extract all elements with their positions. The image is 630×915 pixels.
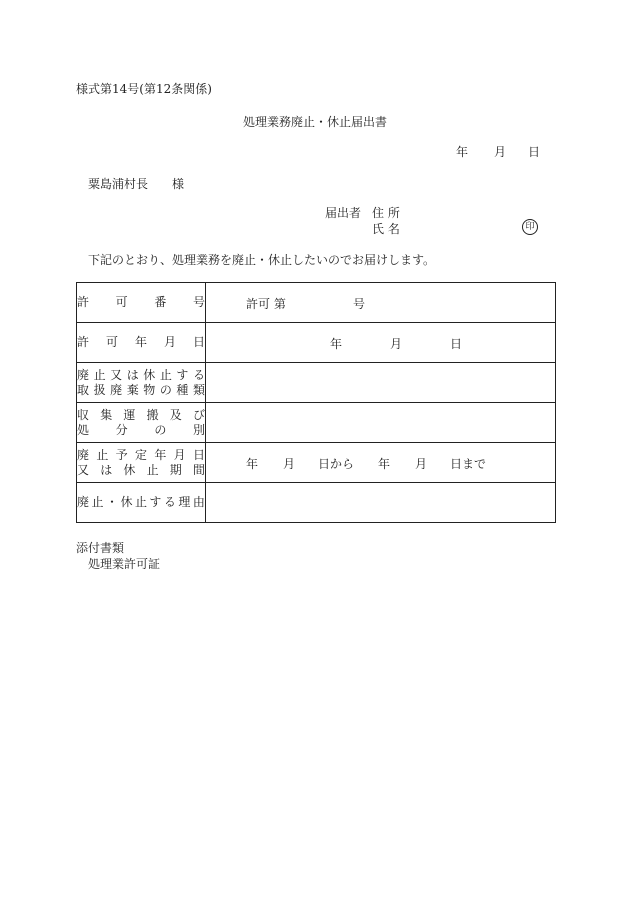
label-char: 廃 bbox=[77, 367, 90, 382]
attachment-item: 処理業許可証 bbox=[88, 557, 161, 571]
label-char: 廃 bbox=[77, 447, 90, 462]
attachments-title: 添付書類 bbox=[76, 541, 125, 555]
label-char: す bbox=[176, 367, 189, 382]
label-char: 廃 bbox=[110, 382, 123, 397]
label-char: 止 bbox=[134, 495, 147, 509]
period-value bbox=[206, 443, 556, 483]
reason-value bbox=[206, 483, 556, 523]
waste-type-label bbox=[77, 363, 206, 403]
label-char: び bbox=[192, 407, 205, 422]
honorific: 様 bbox=[172, 177, 185, 191]
permit-date-month: 月 bbox=[390, 337, 403, 351]
label-char: る bbox=[163, 495, 176, 509]
period-year-start: 年 bbox=[246, 457, 259, 471]
date-year: 年 bbox=[456, 145, 469, 159]
permit-date-day: 日 bbox=[450, 337, 463, 351]
label-char: 期 bbox=[169, 462, 182, 477]
label-char: 可 bbox=[115, 295, 128, 309]
label-char: 廃 bbox=[77, 495, 90, 509]
label-char: 分 bbox=[115, 422, 128, 437]
waste-type-value bbox=[206, 363, 556, 403]
permit-number-value bbox=[206, 283, 556, 323]
label-char: 収 bbox=[77, 407, 90, 422]
permit-number-label bbox=[77, 283, 206, 323]
label-char: 年 bbox=[134, 335, 147, 349]
label-char: 取 bbox=[77, 382, 90, 397]
label-char: 棄 bbox=[126, 382, 139, 397]
label-char: 休 bbox=[123, 462, 136, 477]
period-year-end: 年 bbox=[378, 457, 391, 471]
document-title: 処理業務廃止・休止届出書 bbox=[242, 115, 387, 129]
label-char: 番 bbox=[154, 295, 167, 309]
date-day: 日 bbox=[528, 145, 541, 159]
seal-mark: 印 bbox=[522, 219, 538, 235]
period-label bbox=[77, 443, 206, 483]
applicant-label: 届出者 bbox=[325, 206, 362, 220]
label-char: 由 bbox=[192, 495, 205, 509]
label-char: 扱 bbox=[93, 382, 106, 397]
label-char: 類 bbox=[192, 382, 205, 397]
label-char: 予 bbox=[115, 447, 128, 462]
label-char: は bbox=[126, 367, 139, 382]
label-char: る bbox=[192, 367, 205, 382]
permit-date-value bbox=[206, 323, 556, 363]
label-char: 許 bbox=[77, 335, 90, 349]
label-char: 又 bbox=[110, 367, 123, 382]
label-char: 間 bbox=[192, 462, 205, 477]
permit-number-prefix: 許可 第 bbox=[246, 297, 286, 311]
business-type-value bbox=[206, 403, 556, 443]
label-char: 月 bbox=[163, 335, 176, 349]
label-char: ・ bbox=[105, 495, 118, 509]
permit-date-year: 年 bbox=[330, 337, 343, 351]
label-char: 許 bbox=[77, 295, 90, 309]
label-char: 別 bbox=[192, 422, 205, 437]
permit-number-suffix: 号 bbox=[353, 297, 366, 311]
period-until: 日まで bbox=[450, 457, 487, 471]
label-char: 又 bbox=[77, 462, 90, 477]
addressee: 粟島浦村長 bbox=[88, 177, 149, 191]
period-from: 日から bbox=[318, 457, 355, 471]
label-char: 日 bbox=[192, 447, 205, 462]
label-char: 止 bbox=[146, 462, 159, 477]
label-char: 休 bbox=[143, 367, 156, 382]
label-char: 日 bbox=[192, 335, 205, 349]
label-char: 止 bbox=[96, 447, 109, 462]
table-row bbox=[77, 323, 556, 363]
table-row bbox=[77, 403, 556, 443]
label-char: 月 bbox=[173, 447, 186, 462]
label-char: 休 bbox=[120, 495, 133, 509]
label-char: 可 bbox=[105, 335, 118, 349]
label-char: 年 bbox=[154, 447, 167, 462]
label-char: 及 bbox=[169, 407, 182, 422]
label-char: す bbox=[149, 495, 162, 509]
label-char: 物 bbox=[143, 382, 156, 397]
table-row bbox=[77, 483, 556, 523]
address-label: 住 所 bbox=[372, 206, 400, 220]
statement: 下記のとおり、処理業務を廃止・休止したいのでお届けします。 bbox=[88, 253, 436, 267]
label-char: の bbox=[154, 422, 167, 437]
table-row bbox=[77, 363, 556, 403]
label-char: 理 bbox=[178, 495, 191, 509]
label-char: 集 bbox=[100, 407, 113, 422]
table-row bbox=[77, 443, 556, 483]
notification-form-table bbox=[76, 282, 556, 523]
label-char: 定 bbox=[134, 447, 147, 462]
label-char: 止 bbox=[91, 495, 104, 509]
reason-label bbox=[77, 483, 206, 523]
permit-date-label bbox=[77, 323, 206, 363]
label-char: の bbox=[159, 382, 172, 397]
label-char: 止 bbox=[93, 367, 106, 382]
label-char: 種 bbox=[176, 382, 189, 397]
name-label: 氏 名 bbox=[372, 222, 400, 236]
label-char: 処 bbox=[77, 422, 90, 437]
label-char: 搬 bbox=[146, 407, 159, 422]
label-char: は bbox=[100, 462, 113, 477]
table-row bbox=[77, 283, 556, 323]
form-number: 様式第14号(第12条関係) bbox=[76, 82, 212, 96]
label-char: 止 bbox=[159, 367, 172, 382]
label-char: 号 bbox=[192, 295, 205, 309]
date-month: 月 bbox=[494, 145, 507, 159]
period-month-start: 月 bbox=[283, 457, 296, 471]
business-type-label bbox=[77, 403, 206, 443]
period-month-end: 月 bbox=[415, 457, 428, 471]
label-char: 運 bbox=[123, 407, 136, 422]
